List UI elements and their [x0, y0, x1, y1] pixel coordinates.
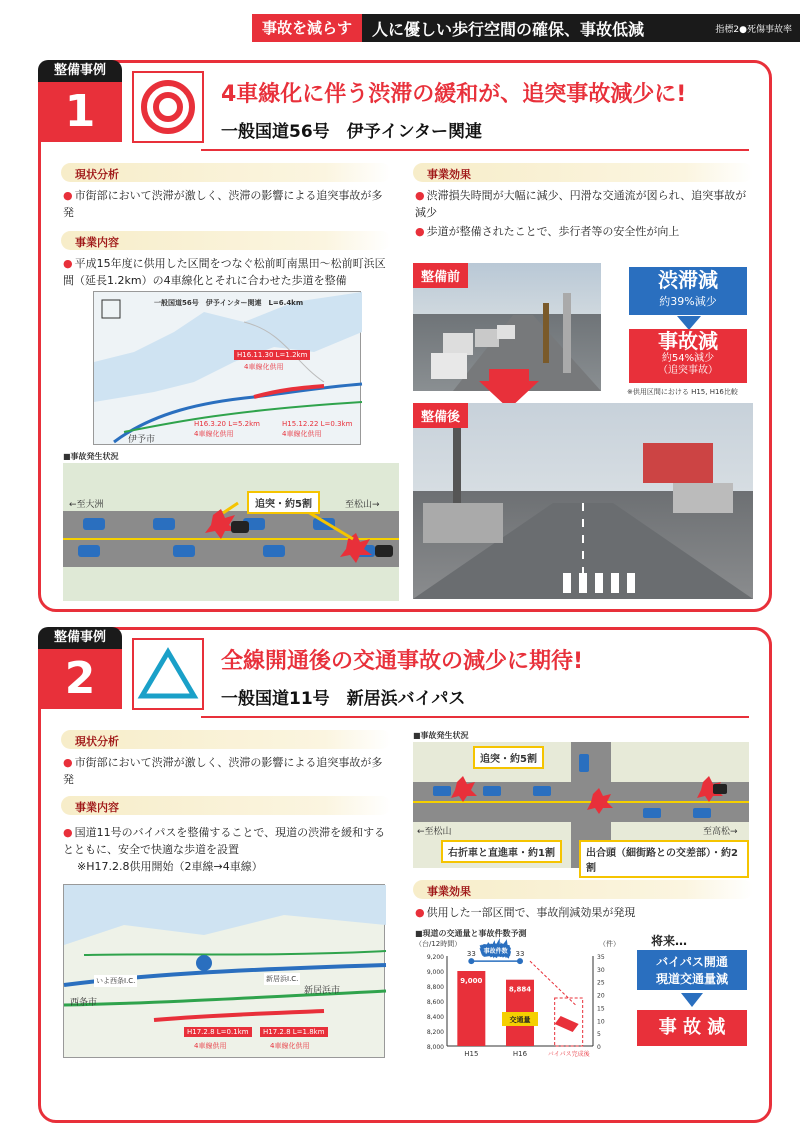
accident-reduce-value: 約54%減少 — [661, 353, 715, 364]
direction-left: ←至大洲 — [69, 500, 104, 510]
map-note1: H17.2.8 L=0.1km — [184, 1027, 252, 1037]
bar-value-label: 9,000 — [460, 977, 483, 985]
y-right-tick-label: 0 — [597, 1044, 601, 1051]
y-tick-label: 8,400 — [426, 1014, 444, 1021]
arrow-down-icon — [677, 992, 707, 1006]
traffic-chart — [413, 936, 625, 1062]
bar-series-label: 交通量 — [509, 1016, 531, 1024]
map-note3b: 4車線化供用 — [282, 430, 322, 438]
accident-value-label: 33 — [466, 950, 476, 959]
divider — [201, 149, 749, 151]
map-note2: H17.2.8 L=1.8km — [260, 1027, 328, 1037]
bar-value-label: 8,884 — [508, 985, 532, 994]
future-label: 将来… — [651, 934, 688, 948]
map-note2: H16.3.20 L=5.2km — [194, 420, 260, 428]
direction-left: ←至松山 — [417, 827, 452, 837]
case1-route-map — [93, 291, 361, 445]
after-photo — [413, 403, 753, 599]
case2-tab — [38, 627, 122, 709]
header-tag: 事故を減らす — [252, 14, 362, 42]
bypass-label1: バイパス開通 — [656, 955, 728, 969]
before-label: 整備前 — [413, 263, 468, 288]
after-label: 整備後 — [413, 403, 468, 428]
compare-note: ※供用区間における H15, H16比較 — [627, 388, 738, 396]
direction-right: 至高松→ — [703, 827, 738, 837]
case2-label: 整備事例 — [38, 627, 122, 649]
case1-content-text: ● 平成15年度に供用した区間をつなぐ松前町南黒田～松前町浜区間（延長1.2km）の4車線化とそれに合わせた歩道を整備 — [63, 255, 393, 289]
case2-number: 2 — [38, 649, 122, 709]
line-series-label: 事故件数 — [483, 948, 508, 956]
case1-tab — [38, 60, 122, 142]
case2-title: 全線開通後の交通事故の減少に期待! — [221, 649, 584, 674]
down-trend-arrow-icon — [555, 1016, 579, 1032]
case2-accident-diagram — [413, 742, 749, 874]
map-city2: 新居浜市 — [304, 986, 341, 996]
header-title: 人に優しい歩行空間の確保、事故低減 — [372, 19, 645, 39]
y-right-tick-label: 25 — [597, 979, 605, 987]
case1-analysis-heading: 現状分析 — [61, 163, 391, 182]
y-right-tick-label: 35 — [597, 954, 605, 961]
arrow-down-icon — [669, 315, 709, 329]
congestion-label: 渋滞減 — [658, 268, 718, 292]
accident-reduce-label: 事故減 — [658, 329, 718, 353]
map-note1: H16.11.30 L=1.2km — [234, 350, 310, 360]
accident-value-label: 33 — [515, 950, 525, 959]
map-caption: 一般国道56号 伊予インター関連 L=6.4km — [154, 299, 304, 307]
chart-title: ■現道の交通量と事故件数予測 — [415, 929, 527, 938]
y-right-tick-label: 30 — [597, 966, 605, 974]
page-header — [252, 14, 800, 42]
case2-content-note: ※H17.2.8供用開始（2車線→4車線） — [77, 860, 263, 873]
case2-analysis-text: ● 市街部において渋滞が激しく、渋滞の影響による追突事故が多発 — [63, 754, 393, 788]
case1-effect-item-2: ● 歩道が整備されたことで、歩行者等の安全性が向上 — [415, 223, 755, 240]
case2-effect-heading: 事業効果 — [413, 880, 753, 899]
case1-effect-heading: 事業効果 — [413, 163, 753, 182]
case2-acc-label2: 右折車と直進車・約1割 — [441, 840, 562, 863]
y-tick-label: 8,600 — [426, 999, 444, 1006]
header-indicator: 指標2●死傷事故率 — [715, 24, 792, 35]
case1-effect-item-1: ● 渋滞損失時間が大幅に減少、円滑な交通流が図られ、追突事故が減少 — [415, 187, 755, 221]
triangle-icon — [132, 638, 204, 710]
case2-analysis-heading: 現状分析 — [61, 730, 391, 749]
map-note1b: 4車線供用 — [194, 1042, 227, 1050]
case2-acc-label3: 出合頭（細街路との交差部）・約2割 — [579, 840, 749, 878]
x-tick-label: H15 — [464, 1050, 479, 1058]
y-tick-label: 8,200 — [426, 1029, 444, 1036]
case2-content-text: ● 国道11号のバイパスを整備することで、現道の渋滞を緩和するとともに、安全で快適な歩道を設置 — [63, 824, 393, 858]
direction-right: 至松山→ — [345, 500, 380, 510]
case1-card — [38, 60, 772, 612]
annotation-label: バイパス完成後 — [547, 1051, 590, 1058]
map-note1b: 4車線化供用 — [244, 363, 284, 371]
y-axis-right-label: （件） — [599, 940, 620, 948]
accident-label: 追突・約5割 — [247, 491, 320, 514]
case2-effect-text: ● 供用した一部区間で、事故削減効果が発現 — [415, 904, 755, 921]
y-right-tick-label: 15 — [597, 1005, 605, 1013]
map-city1: 西条市 — [70, 998, 98, 1008]
prediction-line — [530, 961, 577, 1006]
case2-accident-caption: ■事故発生状況 — [413, 731, 469, 740]
y-right-tick-label: 10 — [597, 1018, 605, 1026]
y-tick-label: 8,000 — [426, 1044, 444, 1051]
y-tick-label: 9,000 — [426, 969, 444, 976]
case1-analysis-text: ● 市街部において渋滞が激しく、渋滞の影響による追突事故が多発 — [63, 187, 393, 221]
double-circle-icon — [132, 71, 204, 143]
case2-acc-label1: 追突・約5割 — [473, 746, 544, 769]
case1-number: 1 — [38, 82, 122, 142]
divider — [201, 716, 749, 718]
y-right-tick-label: 5 — [597, 1031, 601, 1039]
case1-title: 4車線化に伴う渋滞の緩和が、追突事故減少に! — [221, 82, 687, 107]
case1-accident-diagram — [63, 463, 399, 601]
map-note3: H15.12.22 L=0.3km — [282, 420, 353, 428]
bypass-box — [637, 950, 747, 990]
x-tick-label: H16 — [512, 1050, 528, 1058]
bypass-label2: 現道交通量減 — [655, 972, 728, 986]
congestion-box — [629, 267, 747, 315]
case2-route: 一般国道11号 新居浜バイパス — [221, 689, 466, 709]
accident-caption: ■事故発生状況 — [63, 452, 119, 461]
accident-reduce-box — [629, 329, 747, 383]
map-note2b: 4車線化供用 — [194, 430, 234, 438]
case1-content-heading: 事業内容 — [61, 231, 391, 250]
map-note2b: 4車線化供用 — [270, 1042, 310, 1050]
case1-route: 一般国道56号 伊予インター関連 — [221, 122, 482, 142]
case2-accident-reduce: 事 故 減 — [637, 1010, 747, 1046]
case2-route-map — [63, 884, 385, 1058]
case1-label: 整備事例 — [38, 60, 122, 82]
map-city: 伊予市 — [128, 435, 156, 445]
map-ic: いよ西条I.C. — [96, 977, 136, 985]
congestion-value: 約39%減少 — [659, 295, 717, 308]
y-right-tick-label: 20 — [597, 992, 605, 1000]
y-tick-label: 8,800 — [426, 984, 444, 991]
y-axis-label: （台/12時間） — [415, 940, 462, 948]
accident-reduce-note: （追突事故） — [658, 365, 718, 376]
y-tick-label: 9,200 — [426, 954, 444, 961]
map-ic2: 新居浜I.C. — [266, 975, 299, 983]
case2-card — [38, 627, 772, 1123]
case2-content-heading: 事業内容 — [61, 796, 391, 815]
